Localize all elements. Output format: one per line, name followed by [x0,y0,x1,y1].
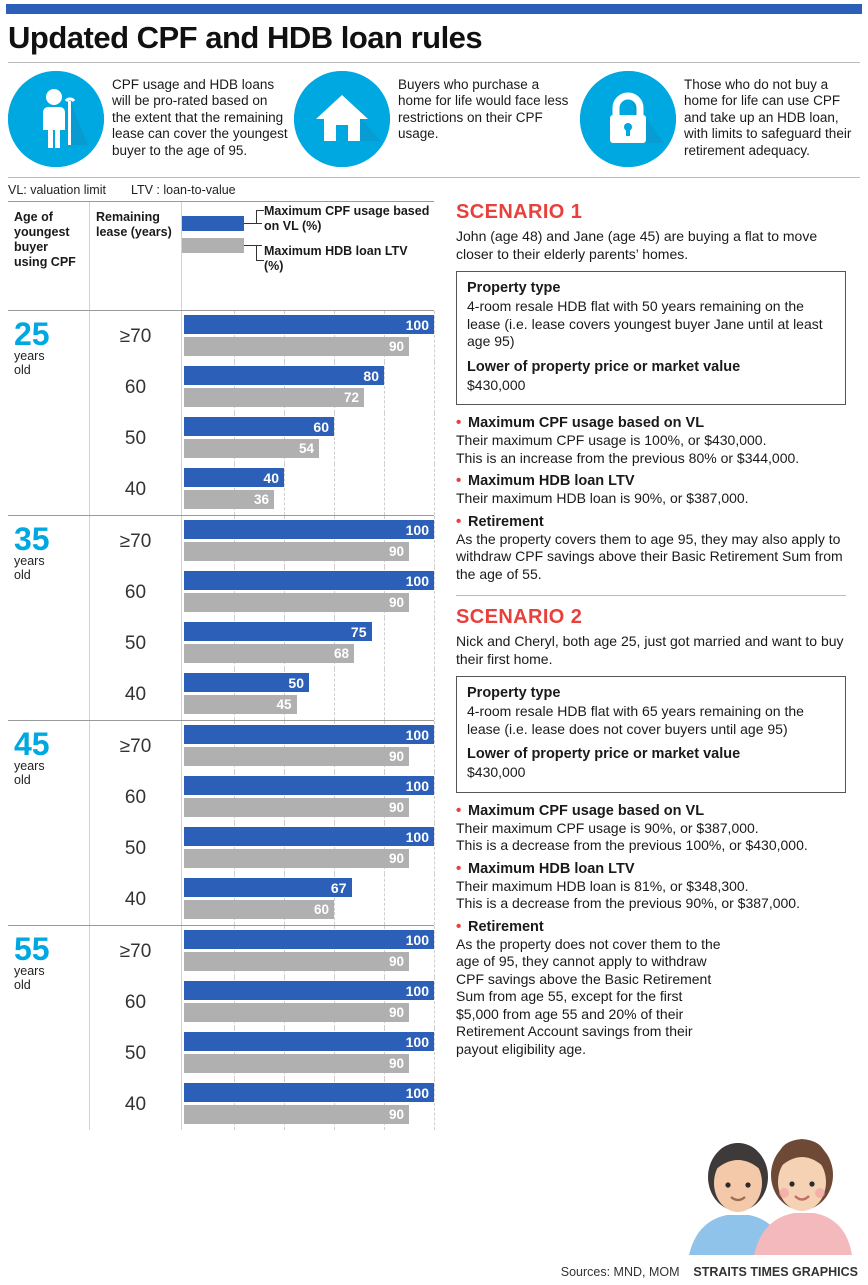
bar-cpf-usage [184,930,434,949]
vl-abbrev: VL: valuation limit [8,183,106,197]
main-content [0,201,868,1130]
bar-ltv-value: 90 [388,595,404,610]
bar-hdb-ltv [184,900,334,919]
remaining-lease-value: 50 [90,618,182,669]
bar-pair [182,977,434,1028]
bar-cpf-usage [184,366,384,385]
chart-panel [8,201,434,1130]
age-group-rows [90,311,434,515]
scenario-2-property-label: Property type [467,685,561,701]
chart-row [90,874,434,925]
bar-cpf-value: 100 [405,1033,429,1050]
bar-ltv-value: 60 [313,902,329,917]
bar-cpf-usage [184,1032,434,1051]
bar-cpf-value: 100 [405,777,429,794]
scenario-1-point-2-body: Their maximum HDB loan is 90%, or $387,000. [456,490,749,506]
bar-hdb-ltv [184,695,297,714]
bar-ltv-value: 90 [388,800,404,815]
chart-row [90,977,434,1028]
bar-hdb-ltv [184,798,409,817]
remaining-lease-value: 40 [90,669,182,720]
remaining-lease-value: ≥70 [90,311,182,362]
credit-text: STRAITS TIMES GRAPHICS [693,1265,858,1279]
age-suffix: years old [14,554,45,583]
bar-cpf-usage [184,315,434,334]
scenario-2-property-value: 4-room resale HDB flat with 65 years remaining on the lease (i.e. lease does not cover buyers until age 95) [467,703,804,737]
bar-hdb-ltv [184,849,409,868]
age-group-rows [90,926,434,1130]
age-group-label [8,516,90,720]
age-suffix: years old [14,759,45,788]
bar-cpf-usage [184,571,434,590]
legend-label-ltv: Maximum HDB loan LTV (%) [264,244,408,273]
bar-cpf-usage [184,981,434,1000]
scenario-2-point-1-body: Their maximum CPF usage is 90%, or $387,000. This is a decrease from the previous 100%, or $430,000. [456,819,808,853]
padlock-icon [580,71,676,167]
bar-pair [182,618,434,669]
bar-cpf-usage [184,520,434,539]
abbreviation-legend [0,178,868,201]
bar-cpf-usage [184,417,334,436]
key-point-2 [294,71,574,167]
chart-row [90,1079,434,1130]
chart-row [90,772,434,823]
bar-hdb-ltv [184,747,409,766]
key-points-row [0,63,868,173]
bar-ltv-value: 90 [388,749,404,764]
bar-hdb-ltv [184,1003,409,1022]
scenario-1-point-1-body: Their maximum CPF usage is 100%, or $430,000. This is an increase from the previous 80% or $344,000. [456,432,800,466]
scenario-2-point-2-head: • Maximum HDB loan LTV [456,861,846,877]
bar-cpf-usage [184,878,352,897]
chart-header-row [8,201,434,311]
key-point-2-text: Buyers who purchase a home for life would face less restrictions on their CPF usage. [398,77,569,142]
house-icon [294,71,390,167]
bar-hdb-ltv [184,439,319,458]
age-number: 45 [14,726,50,762]
bar-hdb-ltv [184,490,274,509]
sources-text: Sources: MND, MOM [560,1265,680,1279]
bar-cpf-value: 100 [405,726,429,743]
bar-hdb-ltv [184,644,354,663]
scenario-1-property-label: Property type [467,280,561,296]
scenario-2-title: SCENARIO 2 [456,606,583,628]
key-point-3-text: Those who do not buy a home for life can use CPF and take up an HDB loan, with limits to safeguard their retirement adequacy. [684,77,852,158]
scenario-2-point-1-head: • Maximum CPF usage based on VL [456,803,846,819]
bar-hdb-ltv [184,593,409,612]
legend-swatch-cpf [182,216,244,231]
age-group-rows [90,516,434,720]
remaining-lease-value: ≥70 [90,516,182,567]
scenario-2-property-box [456,676,846,793]
bar-pair [182,874,434,925]
remaining-lease-value: 50 [90,413,182,464]
bar-pair [182,311,434,362]
bar-cpf-value: 100 [405,572,429,589]
bar-ltv-value: 90 [388,1005,404,1020]
scenario-2-point-3-head: • Retirement [456,919,846,935]
bar-pair [182,926,434,977]
bar-ltv-value: 36 [253,492,269,507]
bar-pair [182,1028,434,1079]
bar-pair [182,567,434,618]
age-group [8,926,434,1130]
legend-label-cpf: Maximum CPF usage based on VL (%) [264,204,430,233]
age-group [8,311,434,516]
bar-cpf-value: 60 [313,418,329,435]
bar-ltv-value: 54 [298,441,314,456]
bar-ltv-value: 90 [388,954,404,969]
remaining-lease-value: 50 [90,823,182,874]
scenario-1-point-3-body: As the property covers them to age 95, they may also apply to withdraw CPF savings above their Basic Retirement Sum from the age of 55. [456,530,843,582]
scenario-1-property-value: 4-room resale HDB flat with 50 years remaining on the lease (i.e. lease covers youngest buyer Jane until at least age 95) [467,298,823,349]
scenario-2-intro: Nick and Cheryl, both age 25, just got married and want to buy their first home. [456,633,844,667]
ltv-abbrev: LTV : loan-to-value [130,183,236,197]
bar-cpf-usage [184,725,434,744]
bar-hdb-ltv [184,337,409,356]
age-suffix: years old [14,964,45,993]
elderly-person-icon [8,71,104,167]
age-group-label [8,926,90,1130]
chart-row [90,721,434,772]
scenario-2-point-2-body: Their maximum HDB loan is 81%, or $348,300. This is a decrease from the previous 90%, or $387,000. [456,877,800,911]
bar-pair [182,413,434,464]
bar-pair [182,362,434,413]
bar-cpf-value: 100 [405,316,429,333]
scenario-1-title: SCENARIO 1 [456,201,583,223]
bar-cpf-usage [184,622,372,641]
remaining-lease-value: 60 [90,362,182,413]
scenario-2-point-3-body: As the property does not cover them to the age of 95, they cannot apply to withdraw CPF savings above the Basic Retirement Sum from age 55, except for the first $5,000 from age 55 and 20% of their Retirement Account savings from their payout eligibility age. [456,935,721,1057]
age-number: 35 [14,521,50,557]
remaining-lease-value: 60 [90,567,182,618]
scenarios-panel [434,201,846,1130]
chart-row [90,1028,434,1079]
bar-pair [182,1079,434,1130]
chart-legend [182,202,434,310]
age-group-rows [90,721,434,925]
bar-hdb-ltv [184,542,409,561]
bar-cpf-usage [184,827,434,846]
bar-hdb-ltv [184,1054,409,1073]
bar-hdb-ltv [184,388,364,407]
chart-row [90,669,434,720]
scenario-1-value-label: Lower of property price or market value [467,358,741,375]
chart-groups [8,311,434,1130]
column-header-age: Age of youngest buyer using CPF [8,202,90,310]
scenario-1-point-3-head: • Retirement [456,514,846,530]
bar-pair [182,772,434,823]
bar-cpf-usage [184,1083,434,1102]
bar-cpf-value: 75 [350,623,367,640]
chart-row [90,926,434,977]
bar-cpf-value: 100 [405,931,429,948]
remaining-lease-value: ≥70 [90,926,182,977]
couple-illustration [684,1125,854,1255]
bar-cpf-value: 100 [405,982,429,999]
bar-hdb-ltv [184,952,409,971]
remaining-lease-value: ≥70 [90,721,182,772]
scenario-1 [456,201,846,583]
key-point-1 [8,71,288,167]
scenario-1-property-box [456,271,846,405]
age-group-label [8,721,90,925]
key-point-1-text: CPF usage and HDB loans will be pro-rated based on the extent that the remaining lease can cover the youngest buyer to the age of 95. [112,77,288,158]
age-number: 55 [14,931,50,967]
scenario-1-value-amount: $430,000 [467,376,526,393]
bar-ltv-value: 45 [276,697,292,712]
footer-sources [561,1265,858,1279]
bar-ltv-value: 90 [388,1107,404,1122]
bar-ltv-value: 90 [388,1056,404,1071]
scenario-divider [456,595,846,596]
bar-pair [182,669,434,720]
bar-cpf-usage [184,776,434,795]
page-title: Updated CPF and HDB loan rules [8,20,483,55]
bar-ltv-value: 90 [388,339,404,354]
chart-row [90,311,434,362]
bar-ltv-value: 90 [388,544,404,559]
bar-cpf-value: 40 [263,469,279,486]
scenario-2-value-label: Lower of property price or market value [467,746,741,762]
bar-ltv-value: 68 [333,646,349,661]
legend-swatch-ltv [182,238,244,253]
chart-row [90,823,434,874]
bar-pair [182,823,434,874]
bar-cpf-value: 80 [363,367,379,384]
remaining-lease-value: 50 [90,1028,182,1079]
column-header-lease: Remaining lease (years) [90,202,182,310]
key-point-3 [580,71,860,167]
remaining-lease-value: 60 [90,772,182,823]
bar-cpf-value: 100 [405,1084,429,1101]
bar-cpf-value: 50 [288,674,304,691]
age-number: 25 [14,316,50,352]
chart-row [90,464,434,515]
age-group-label [8,311,90,515]
remaining-lease-value: 40 [90,874,182,925]
age-suffix: years old [14,349,45,378]
age-group [8,721,434,926]
top-accent-bar [6,4,862,14]
scenario-1-intro: John (age 48) and Jane (age 45) are buying a flat to move closer to their elderly parents’ homes. [456,228,818,262]
chart-row [90,413,434,464]
age-group [8,516,434,721]
chart-row [90,362,434,413]
bar-pair [182,464,434,515]
scenario-1-point-1-head: • Maximum CPF usage based on VL [456,415,846,431]
remaining-lease-value: 60 [90,977,182,1028]
chart-row [90,516,434,567]
bar-pair [182,516,434,567]
scenario-1-point-2-head: • Maximum HDB loan LTV [456,473,846,489]
bar-ltv-value: 90 [388,851,404,866]
bar-cpf-usage [184,673,309,692]
bar-cpf-value: 67 [330,879,347,896]
bar-pair [182,721,434,772]
chart-row [90,567,434,618]
chart-row [90,618,434,669]
remaining-lease-value: 40 [90,1079,182,1130]
bar-hdb-ltv [184,1105,409,1124]
bar-cpf-usage [184,468,284,487]
remaining-lease-value: 40 [90,464,182,515]
scenario-2-value-amount: $430,000 [467,764,526,780]
bar-cpf-value: 100 [405,828,429,845]
scenario-2 [456,606,846,1058]
bar-ltv-value: 72 [343,390,359,405]
bar-cpf-value: 100 [405,521,429,538]
